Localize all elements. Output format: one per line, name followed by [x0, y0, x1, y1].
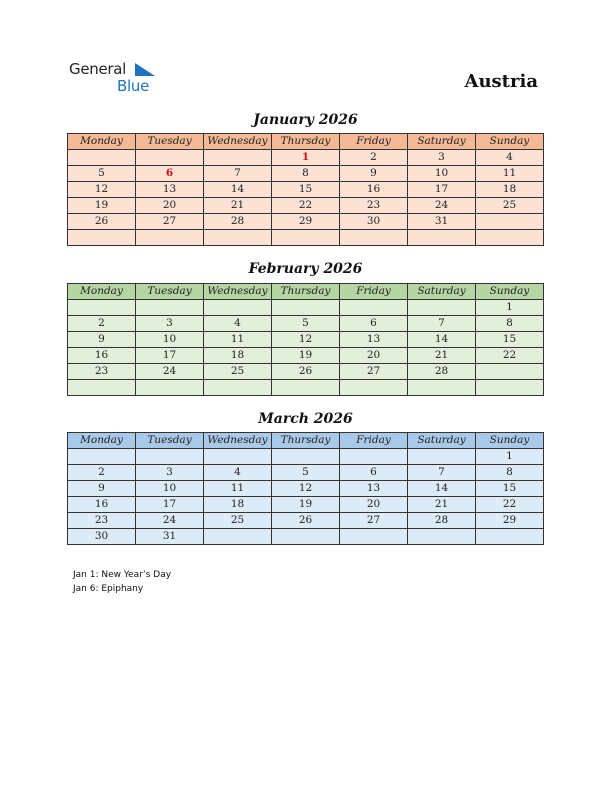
day-cell: 25 — [476, 198, 544, 214]
day-cell — [340, 300, 408, 316]
day-cell: 21 — [408, 497, 476, 513]
day-cell: 20 — [340, 348, 408, 364]
day-cell: 4 — [204, 316, 272, 332]
day-cell: 1 — [476, 300, 544, 316]
week-row — [68, 481, 544, 497]
day-cell: 5 — [272, 316, 340, 332]
day-cell: 16 — [340, 182, 408, 198]
day-cell: 28 — [408, 513, 476, 529]
week-row — [68, 449, 544, 465]
holiday-note: Jan 1: New Year’s Day — [73, 570, 172, 580]
day-cell — [340, 449, 408, 465]
day-cell — [68, 449, 136, 465]
weekday-header: Sunday — [476, 284, 544, 300]
day-cell: 30 — [68, 529, 136, 545]
day-cell — [68, 230, 136, 246]
day-cell — [272, 380, 340, 396]
day-cell: 12 — [272, 332, 340, 348]
calendar-january — [67, 133, 544, 246]
day-cell: 25 — [204, 513, 272, 529]
weekday-header-row — [68, 284, 544, 300]
day-cell: 24 — [136, 364, 204, 380]
logo-blue-text: Blue — [117, 77, 149, 95]
day-cell — [340, 529, 408, 545]
day-cell: 9 — [68, 481, 136, 497]
weekday-header: Thursday — [272, 284, 340, 300]
day-cell: 10 — [408, 166, 476, 182]
week-row — [68, 465, 544, 481]
day-cell: 31 — [136, 529, 204, 545]
day-cell — [476, 364, 544, 380]
day-cell — [408, 300, 476, 316]
day-cell: 6 — [340, 316, 408, 332]
day-cell — [340, 230, 408, 246]
day-cell: 6 — [136, 166, 204, 182]
day-cell: 22 — [272, 198, 340, 214]
day-cell — [136, 300, 204, 316]
weekday-header: Wednesday — [204, 134, 272, 150]
day-cell: 20 — [340, 497, 408, 513]
day-cell — [136, 449, 204, 465]
day-cell: 5 — [272, 465, 340, 481]
day-cell: 12 — [272, 481, 340, 497]
day-cell: 15 — [476, 481, 544, 497]
weekday-header: Sunday — [476, 433, 544, 449]
day-cell — [272, 529, 340, 545]
day-cell: 8 — [476, 465, 544, 481]
day-cell: 12 — [68, 182, 136, 198]
week-row — [68, 150, 544, 166]
weekday-header: Tuesday — [136, 433, 204, 449]
day-cell: 14 — [408, 481, 476, 497]
day-cell — [136, 380, 204, 396]
day-cell: 23 — [68, 364, 136, 380]
day-cell: 3 — [136, 316, 204, 332]
day-cell: 24 — [136, 513, 204, 529]
day-cell — [272, 449, 340, 465]
weekday-header: Friday — [340, 433, 408, 449]
day-cell: 29 — [272, 214, 340, 230]
day-cell: 4 — [204, 465, 272, 481]
day-cell — [204, 150, 272, 166]
day-cell: 6 — [340, 465, 408, 481]
day-cell — [408, 230, 476, 246]
week-row — [68, 300, 544, 316]
day-cell — [476, 529, 544, 545]
week-row — [68, 316, 544, 332]
day-cell: 21 — [408, 348, 476, 364]
weekday-header: Friday — [340, 134, 408, 150]
day-cell: 19 — [272, 497, 340, 513]
month-title-march: March 2026 — [258, 411, 353, 427]
weekday-header: Friday — [340, 284, 408, 300]
day-cell — [408, 449, 476, 465]
day-cell: 8 — [272, 166, 340, 182]
day-cell — [204, 300, 272, 316]
day-cell: 17 — [408, 182, 476, 198]
day-cell — [272, 230, 340, 246]
logo — [69, 60, 169, 96]
weekday-header: Thursday — [272, 134, 340, 150]
day-cell: 2 — [68, 316, 136, 332]
day-cell — [408, 380, 476, 396]
week-row — [68, 364, 544, 380]
logo-general-text: General — [69, 60, 127, 78]
day-cell — [204, 529, 272, 545]
day-cell: 15 — [476, 332, 544, 348]
day-cell: 18 — [204, 348, 272, 364]
day-cell: 23 — [340, 198, 408, 214]
weekday-header: Monday — [68, 284, 136, 300]
day-cell: 23 — [68, 513, 136, 529]
day-cell: 27 — [340, 513, 408, 529]
day-cell: 9 — [68, 332, 136, 348]
day-cell: 24 — [408, 198, 476, 214]
day-cell — [136, 150, 204, 166]
day-cell: 14 — [408, 332, 476, 348]
day-cell: 2 — [68, 465, 136, 481]
weekday-header: Sunday — [476, 134, 544, 150]
weekday-header: Saturday — [408, 134, 476, 150]
calendar-february — [67, 283, 544, 396]
day-cell — [68, 150, 136, 166]
calendar-body — [68, 150, 544, 246]
day-cell — [136, 230, 204, 246]
month-title-january: January 2026 — [253, 112, 358, 128]
week-row — [68, 230, 544, 246]
day-cell: 9 — [340, 166, 408, 182]
day-cell — [68, 300, 136, 316]
day-cell: 10 — [136, 481, 204, 497]
holiday-notes — [73, 568, 171, 596]
country-title: Austria — [464, 71, 538, 92]
day-cell: 31 — [408, 214, 476, 230]
calendar-march — [67, 432, 544, 545]
day-cell: 7 — [408, 465, 476, 481]
day-cell: 18 — [476, 182, 544, 198]
day-cell: 7 — [204, 166, 272, 182]
day-cell: 16 — [68, 497, 136, 513]
day-cell: 7 — [408, 316, 476, 332]
day-cell: 22 — [476, 497, 544, 513]
weekday-header: Thursday — [272, 433, 340, 449]
day-cell: 11 — [476, 166, 544, 182]
day-cell — [204, 449, 272, 465]
week-row — [68, 497, 544, 513]
day-cell: 14 — [204, 182, 272, 198]
day-cell: 13 — [340, 332, 408, 348]
month-title-february: February 2026 — [248, 261, 363, 277]
day-cell: 29 — [476, 513, 544, 529]
day-cell: 13 — [136, 182, 204, 198]
weekday-header: Wednesday — [204, 284, 272, 300]
week-row — [68, 348, 544, 364]
day-cell: 28 — [204, 214, 272, 230]
week-row — [68, 198, 544, 214]
week-row — [68, 214, 544, 230]
day-cell — [476, 214, 544, 230]
week-row — [68, 182, 544, 198]
weekday-header-row — [68, 433, 544, 449]
day-cell: 20 — [136, 198, 204, 214]
weekday-header: Monday — [68, 134, 136, 150]
day-cell: 11 — [204, 332, 272, 348]
weekday-header: Saturday — [408, 284, 476, 300]
day-cell — [408, 529, 476, 545]
day-cell: 8 — [476, 316, 544, 332]
day-cell — [476, 230, 544, 246]
day-cell: 3 — [408, 150, 476, 166]
day-cell: 27 — [340, 364, 408, 380]
calendar-body — [68, 449, 544, 545]
day-cell: 10 — [136, 332, 204, 348]
weekday-header: Tuesday — [136, 134, 204, 150]
day-cell: 22 — [476, 348, 544, 364]
day-cell: 30 — [340, 214, 408, 230]
day-cell: 18 — [204, 497, 272, 513]
day-cell: 26 — [272, 513, 340, 529]
blue-triangle-icon — [135, 63, 155, 76]
day-cell — [204, 380, 272, 396]
day-cell: 4 — [476, 150, 544, 166]
day-cell: 16 — [68, 348, 136, 364]
day-cell: 21 — [204, 198, 272, 214]
weekday-header: Saturday — [408, 433, 476, 449]
day-cell: 26 — [68, 214, 136, 230]
day-cell: 19 — [272, 348, 340, 364]
weekday-header-row — [68, 134, 544, 150]
day-cell — [272, 300, 340, 316]
holiday-note: Jan 6: Epiphany — [73, 584, 144, 594]
week-row — [68, 166, 544, 182]
day-cell: 15 — [272, 182, 340, 198]
day-cell: 2 — [340, 150, 408, 166]
day-cell: 17 — [136, 348, 204, 364]
day-cell: 3 — [136, 465, 204, 481]
day-cell — [476, 380, 544, 396]
week-row — [68, 332, 544, 348]
day-cell: 26 — [272, 364, 340, 380]
week-row — [68, 529, 544, 545]
day-cell: 13 — [340, 481, 408, 497]
day-cell — [340, 380, 408, 396]
calendar-body — [68, 300, 544, 396]
day-cell: 1 — [272, 150, 340, 166]
day-cell: 17 — [136, 497, 204, 513]
week-row — [68, 513, 544, 529]
day-cell: 5 — [68, 166, 136, 182]
weekday-header: Monday — [68, 433, 136, 449]
day-cell: 19 — [68, 198, 136, 214]
day-cell — [204, 230, 272, 246]
weekday-header: Wednesday — [204, 433, 272, 449]
day-cell: 27 — [136, 214, 204, 230]
weekday-header: Tuesday — [136, 284, 204, 300]
day-cell: 25 — [204, 364, 272, 380]
day-cell: 28 — [408, 364, 476, 380]
day-cell: 11 — [204, 481, 272, 497]
week-row — [68, 380, 544, 396]
day-cell — [68, 380, 136, 396]
day-cell: 1 — [476, 449, 544, 465]
